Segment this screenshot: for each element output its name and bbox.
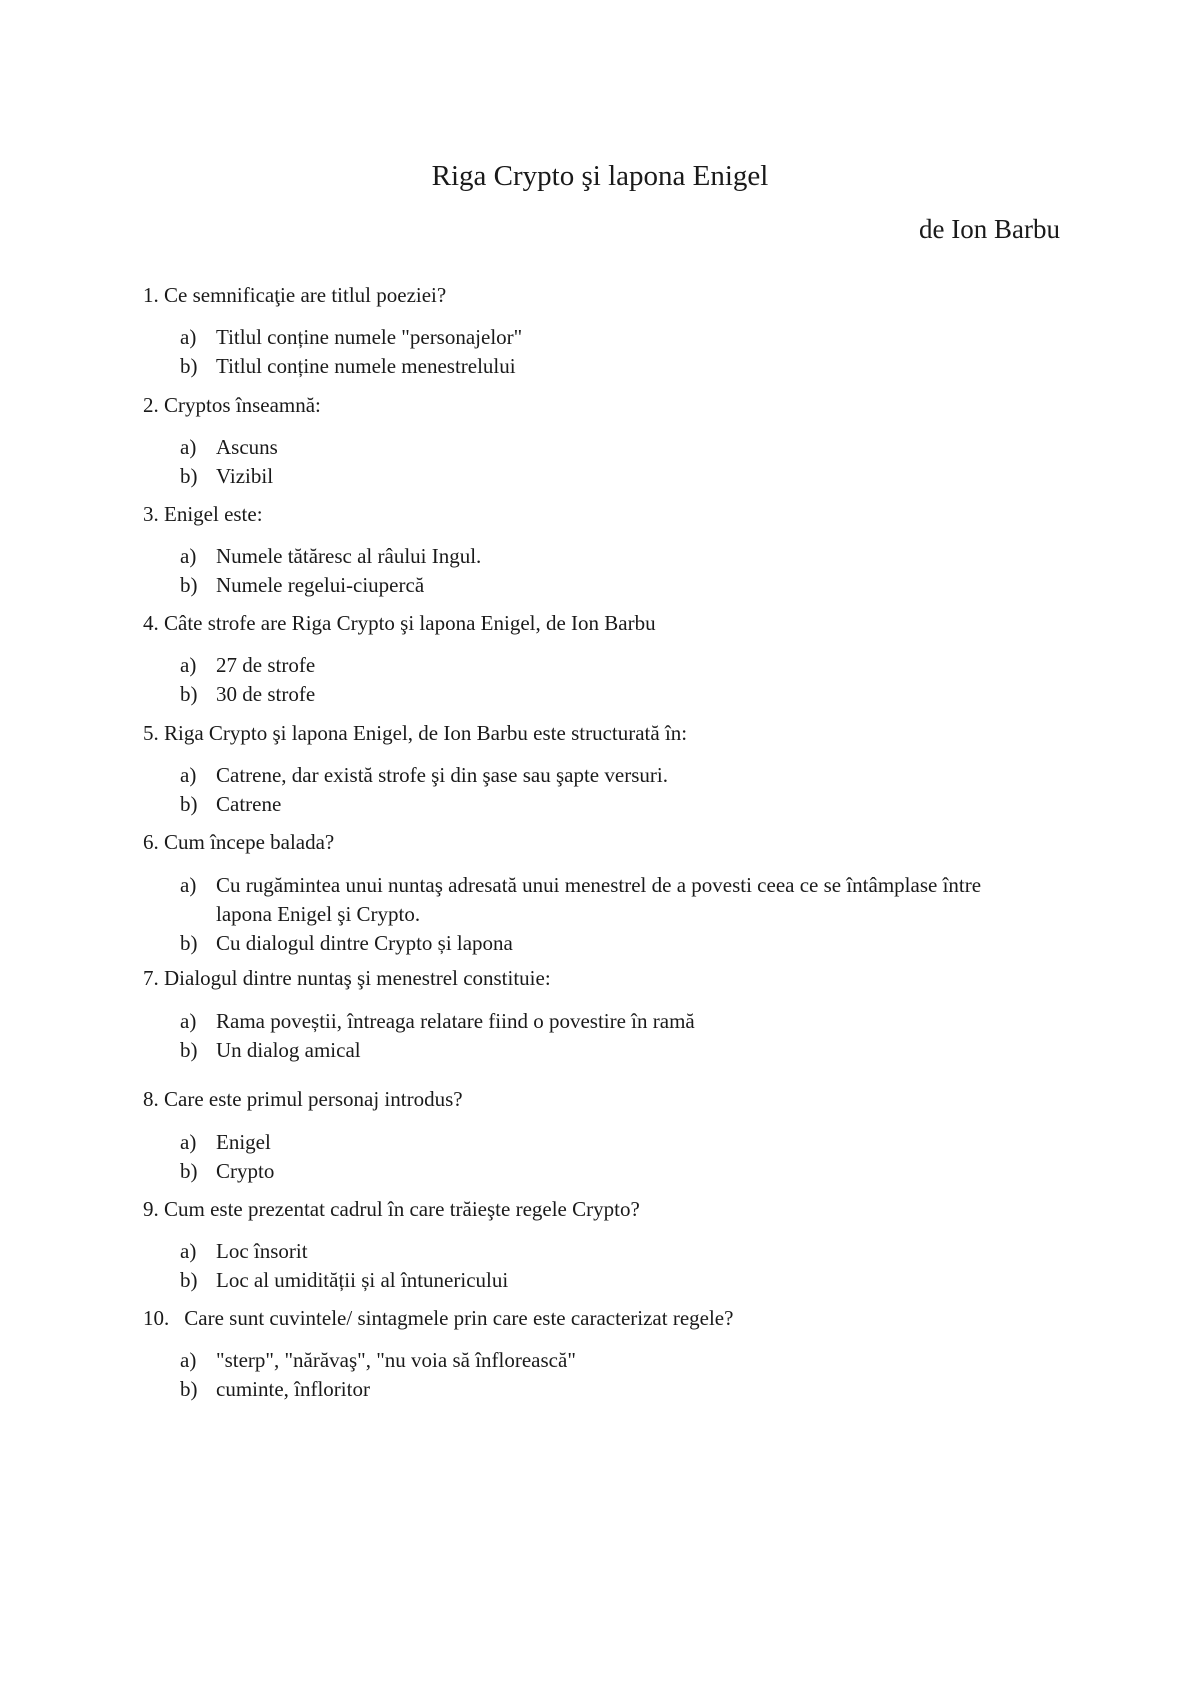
question-7 (143, 964, 551, 992)
option-text: 30 de strofe (216, 682, 316, 706)
option-a (180, 323, 522, 352)
option-letter: a) (180, 763, 197, 787)
option-text: Loc însorit (216, 1239, 308, 1263)
option-text: "sterp", "nărăvaş", "nu voia să înflorească" (216, 1348, 576, 1372)
option-text: Un dialog amical (216, 1038, 361, 1062)
question-3 (143, 500, 263, 528)
option-letter: b) (180, 682, 198, 706)
options-1 (180, 323, 522, 381)
option-letter: a) (180, 325, 197, 349)
option-b (180, 680, 315, 709)
question-number: 2. (143, 393, 159, 417)
question-10 (143, 1304, 733, 1332)
option-a (180, 433, 278, 462)
question-number: 4. (143, 611, 159, 635)
option-letter: a) (180, 544, 197, 568)
option-letter: b) (180, 1268, 198, 1292)
option-b (180, 352, 522, 381)
option-b (180, 1036, 695, 1065)
question-text: Dialogul dintre nuntaş şi menestrel constituie: (164, 966, 551, 990)
option-text: Rama poveștii, întreaga relatare fiind o povestire în ramă (216, 1009, 695, 1033)
question-text: Cryptos înseamnă: (164, 393, 321, 417)
option-text: Cu dialogul dintre Crypto și lapona (216, 931, 513, 955)
question-number: 7. (143, 966, 159, 990)
question-number: 9. (143, 1197, 159, 1221)
option-letter: a) (180, 1239, 197, 1263)
options-6 (180, 871, 1036, 958)
option-text: Numele tătăresc al râului Ingul. (216, 544, 482, 568)
question-text: Ce semnificaţie are titlul poeziei? (164, 283, 447, 307)
options-8 (180, 1128, 274, 1186)
option-text: Catrene, dar există strofe şi din şase sau şapte versuri. (216, 763, 668, 787)
question-2 (143, 391, 321, 419)
option-text: Crypto (216, 1159, 275, 1183)
option-b (180, 1157, 274, 1186)
option-letter: b) (180, 354, 198, 378)
option-text: 27 de strofe (216, 653, 316, 677)
option-text: Catrene (216, 792, 282, 816)
option-a (180, 1007, 695, 1036)
option-text: Numele regelui-ciupercă (216, 573, 425, 597)
options-5 (180, 761, 668, 819)
option-letter: b) (180, 464, 198, 488)
option-a (180, 1128, 274, 1157)
option-letter: a) (180, 435, 197, 459)
options-3 (180, 542, 481, 600)
option-letter: b) (180, 931, 198, 955)
option-a (180, 871, 1036, 929)
option-letter: b) (180, 1377, 198, 1401)
option-b (180, 462, 278, 491)
option-b (180, 929, 1036, 958)
question-number: 5. (143, 721, 159, 745)
question-number: 6. (143, 830, 159, 854)
option-letter: a) (180, 1009, 197, 1033)
options-10 (180, 1346, 576, 1404)
document-title: Riga Crypto şi lapona Enigel (431, 160, 769, 192)
option-letter: a) (180, 873, 197, 897)
question-text: Cum începe balada? (164, 830, 335, 854)
question-number: 10. (143, 1306, 170, 1330)
option-letter: b) (180, 792, 198, 816)
option-letter: b) (180, 1038, 198, 1062)
question-9 (143, 1195, 640, 1223)
option-b (180, 790, 668, 819)
option-letter: a) (180, 1348, 197, 1372)
question-number: 8. (143, 1087, 159, 1111)
question-number: 3. (143, 502, 159, 526)
option-text: Vizibil (216, 464, 274, 488)
option-a (180, 1346, 576, 1375)
options-4 (180, 651, 315, 709)
question-text: Riga Crypto şi lapona Enigel, de Ion Barbu este structurată în: (164, 721, 688, 745)
question-text: Enigel este: (164, 502, 263, 526)
option-a (180, 542, 481, 571)
question-4 (143, 609, 656, 637)
question-number: 1. (143, 283, 159, 307)
option-letter: a) (180, 1130, 197, 1154)
option-text: Titlul conține numele "personajelor" (216, 325, 523, 349)
option-text: Loc al umidității și al întunericului (216, 1268, 509, 1292)
question-text: Cum este prezentat cadrul în care trăieşte regele Crypto? (164, 1197, 640, 1221)
option-a (180, 651, 315, 680)
option-text: cuminte, înfloritor (216, 1377, 370, 1401)
question-8 (143, 1085, 463, 1113)
option-letter: b) (180, 573, 198, 597)
question-text: Câte strofe are Riga Crypto şi lapona Enigel, de Ion Barbu (164, 611, 656, 635)
option-letter: a) (180, 653, 197, 677)
options-9 (180, 1237, 508, 1295)
option-b (180, 571, 481, 600)
option-a (180, 1237, 508, 1266)
options-2 (180, 433, 278, 491)
question-1 (143, 281, 446, 309)
question-text: Care este primul personaj introdus? (164, 1087, 463, 1111)
question-text: Care sunt cuvintele/ sintagmele prin care este caracterizat regele? (184, 1306, 734, 1330)
option-a (180, 761, 668, 790)
option-b (180, 1375, 576, 1404)
question-5 (143, 719, 687, 747)
option-text: Enigel (216, 1130, 271, 1154)
option-letter: b) (180, 1159, 198, 1183)
option-text: Ascuns (216, 435, 278, 459)
question-6 (143, 828, 334, 856)
option-text: Titlul conține numele menestrelului (216, 354, 516, 378)
option-b (180, 1266, 508, 1295)
document-author: de Ion Barbu (919, 214, 1060, 244)
options-7 (180, 1007, 695, 1065)
option-text: Cu rugămintea unui nuntaş adresată unui menestrel de a povesti ceea ce se întâmplase între lapona Enigel şi Crypto. (216, 873, 982, 926)
